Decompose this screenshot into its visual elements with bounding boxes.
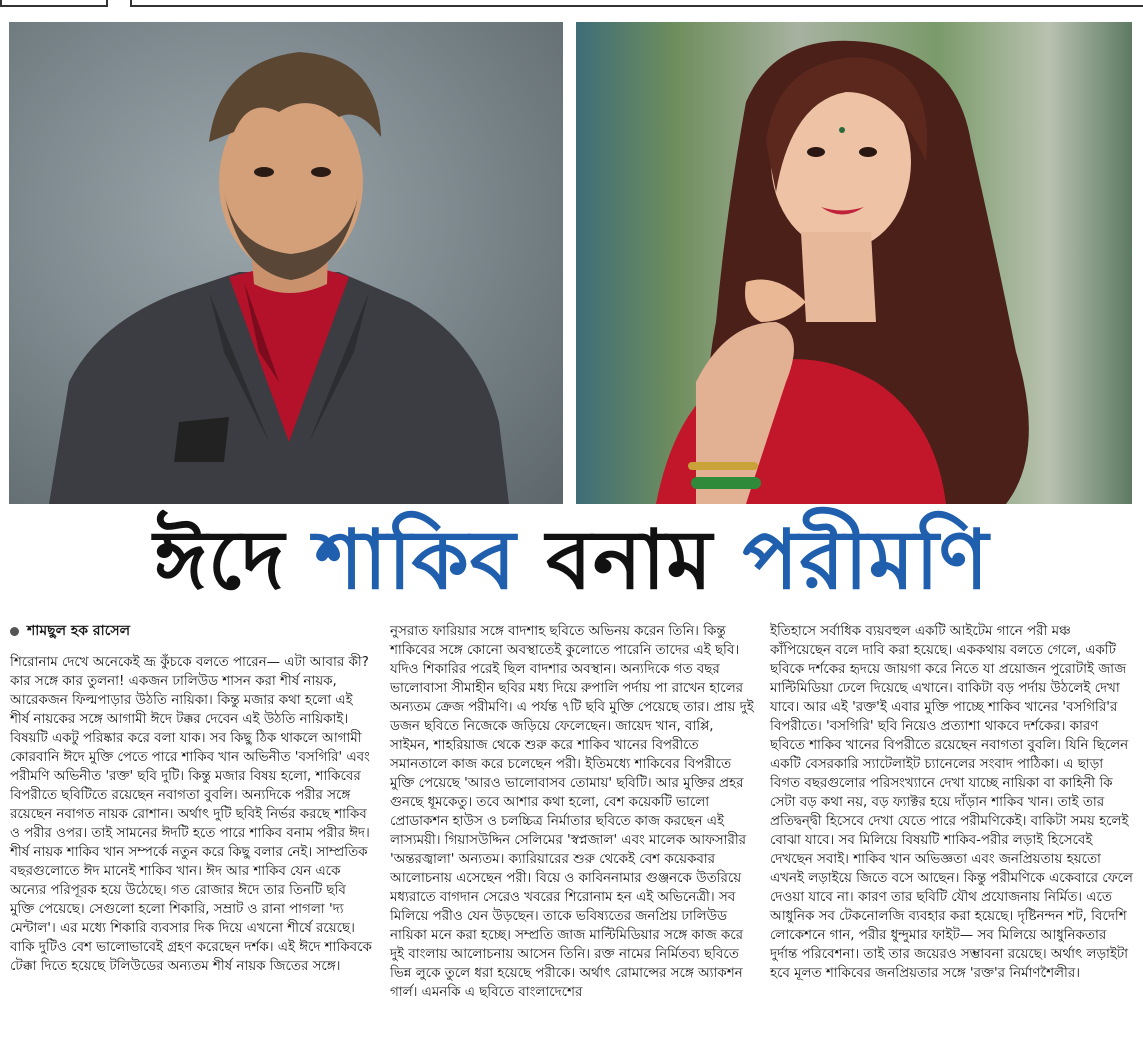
bullet-icon (10, 627, 19, 636)
photo-shakib (9, 22, 563, 504)
paragraph: নুসরাত ফারিয়ার সঙ্গে বাদশাহ ছবিতে অভিনয় করেন তিনি। কিন্তু শাকিবের সঙ্গে কোনো অবস্থাতেই কুলোতে পারেনি তাদের এই ছবি। যদিও শিকারির পরেই ছিল বাদশার অবস্থান। অন্যদিকে গত বছর ভালোবাসা সীমাহীন ছবির মধ্য দিয়ে রুপালি পর্দায় পা রাখেন হালের অন্যতম ক্রেজ পরীমণি। এ পর্যন্ত ৭টি ছবি মুক্তি পেয়েছে তার। প্রায় দুই ডজন ছবিতে নিজেকে জড়িয়ে ফেলেছেন। জায়েদ খান, বাপ্পি, সাইমন, শাহরিয়াজ থেকে শুরু করে শাকিব খানের বিপরীতে সমানতালে কাজ করে চলেছেন পরী। ইতিমধ্যে শাকিবের বিপরীতে মুক্তি পেয়েছে 'আরও ভালোবাসব তোমায়' ছবিটি। আর মুক্তির প্রহর গুনছে ধূমকেতু। তবে আশার কথা হলো, বেশ কয়েকটি ভালো প্রোডাকশন হাউস ও চলচ্চিত্র নির্মাতার ছবিতে কাজ করছেন এই লাস্যময়ী। গিয়াসউদ্দিন সেলিমের 'স্বপ্নজাল' এবং মালেক আফসারীর 'অন্তরজ্বালা' অন্যতম। ক্যারিয়ারের শুরু থেকেই বেশ কয়েকবার আলোচনায় এসেছেন পরী। বিয়ে ও কাবিননামার গুঞ্জনকে উতরিয়ে মধ্যরাতে বাগদান সেরেও খবরের শিরোনাম হন এই অভিনেত্রী। সব মিলিয়ে পরীও যেন উড়ছেন। তাকে ভবিষ্যতের জনপ্রিয় ঢালিউড নায়িকা মনে করা হচ্ছে। সম্প্রতি জাজ মাল্টিমিডিয়ার সঙ্গে কাজ করে দুই বাংলায় আলোচনায় আসেন তিনি। রক্ত নামের নির্মিতব্য ছবিতে ভিন্ন লুকে তুলে ধরা হয়েছে পরীকে। অর্থাৎ রোমান্সের সঙ্গে অ্যাকশন গার্ল। এমনকি এ ছবিতে বাংলাদেশের (390, 624, 754, 1000)
headline (0, 510, 1143, 610)
headline-part-3: বনাম (546, 512, 713, 608)
article-column-2 (390, 622, 754, 1002)
paragraph: শীর্ষ নায়ক শাকিব খান সম্পর্কে নতুন করে কিছু বলার নেই। সাম্প্রতিক বছরগুলোতে ঈদ মানেই শাকিব খান। ঈদ আর শাকিব যেন একে অন্যের পরিপূরক হয়ে উঠেছে। গত রোজার ঈদে তার তিনটি ছবি মুক্তি পেয়েছে। সেগুলো হলো শিকারি, সম্রাট ও রানা পাগলা 'দ্য মেন্টাল'। এর মধ্যে শিকারি ব্যবসার দিক দিয়ে এখনো শীর্ষে রয়েছে। বাকি দুটিও বেশ ভালোভাবেই গ্রহণ করেছেন দর্শক। এই ঈদে শাকিবকে টেক্কা দিতে হয়েছে টলিউডের অন্যতম শীর্ষ নায়ক জিতের সঙ্গে। (10, 845, 372, 974)
photo-porimoni-illustration (576, 22, 1132, 504)
paragraph: শিরোনাম দেখে অনেকেই ভ্রূ কুঁচকে বলতে পারেন— এটা আবার কী? কার সঙ্গে কার তুলনা! একজন ঢালিউড শাসন করা শীর্ষ নায়ক, আরেকজন ফিল্মপাড়ার উঠতি নায়িকা। কিন্তু মজার কথা হলো এই শীর্ষ নায়কের সঙ্গে আগামী ঈদে টক্কর দেবেন এই উঠতি নায়িকাই। (10, 655, 369, 727)
photo-porimoni (576, 22, 1132, 504)
byline-author: শামছুল হক রাসেল (27, 623, 130, 639)
article-column-3 (770, 622, 1134, 983)
headline-part-1: ঈদে (153, 512, 286, 608)
top-rule-left (0, 0, 108, 7)
article-column-1 (10, 622, 374, 976)
headline-part-2: শাকিব (314, 512, 517, 608)
headline-part-4: পরীমণি (742, 512, 990, 608)
top-rule-right (130, 0, 1143, 7)
paragraph: ইতিহাসে সর্বাধিক ব্যয়বহুল একটি আইটেম গানে পরী মঞ্চ কাঁপিয়েছেন বলে দাবি করা হয়েছে। এককথায় বলতে গেলে, একটি ছবিকে দর্শকের হৃদয়ে জায়গা করে নিতে যা প্রয়োজন পুরোটাই জাজ মাল্টিমিডিয়া ঢেলে দিয়েছে এখানে। বাকিটা বড় পর্দায় উঠলেই দেখা যাবে। আর এই 'রক্ত'ই এবার মুক্তি পাচ্ছে শাকিব খানের 'বসগিরি'র বিপরীতে। 'বসগিরি' ছবি নিয়েও প্রত্যাশা থাকবে দর্শকের। কারণ ছবিতে শাকিব খানের বিপরীতে রয়েছেন নবাগতা বুবলি। যিনি ছিলেন একটি বেসরকারি স্যাটেলাইট চ্যানেলের সংবাদ পাঠিকা। এ ছাড়া বিগত বছরগুলোর পরিসংখ্যানে দেখা যাচ্ছে নায়িকা বা কাহিনী কি সেটা বড় কথা নয়, বড় ফ্যাক্টর হয়ে দাঁড়ান শাকিব খান। তাই তার প্রতিদ্বন্দ্বী হিসেবে দেখা যেতে পারে পরীমণিকেই। বাকিটা সময় হলেই বোঝা যাবে। সব মিলিয়ে বিষয়টি শাকিব-পরীর লড়াই হিসেবেই দেখছেন সবাই। শাকিব খান অভিজ্ঞতা এবং জনপ্রিয়তায় হয়তো এখনই লড়াইয়ে জিতে বসে আছেন। কিন্তু পরীমণিকে একেবারে ফেলে দেওয়া যাবে না। কারণ তার ছবিটি যৌথ প্রযোজনায় নির্মিত। এতে আধুনিক সব টেকনোলজি ব্যবহার করা হয়েছে। দৃষ্টিনন্দন শট, বিদেশি লোকেশনে গান, পরীর ধুন্দুমার ফাইট— সব মিলিয়ে আধুনিকতার দুর্দান্ত পরিবেশনা। তাই তার জয়েরও সম্ভাবনা রয়েছে। অর্থাৎ লড়াইটা হবে মূলত শাকিবের জনপ্রিয়তার সঙ্গে 'রক্ত'র নির্মাণশৈলীর। (770, 624, 1133, 981)
paragraph: বিষয়টি একটু পরিষ্কার করে বলা যাক। সব কিছু ঠিক থাকলে আগামী কোরবানি ঈদে মুক্তি পেতে পারে শাকিব খান অভিনীত 'বসগিরি' এবং পরীমণি অভিনীত 'রক্ত' ছবি দুটি। কিন্তু মজার বিষয় হলো, শাকিবের বিপরীতে ছবিটিতে রয়েছেন নবাগতা বুবলি। অন্যদিকে পরীর সঙ্গে রয়েছেন নবাগত নায়ক রোশান। অর্থাৎ দুটি ছবিই নির্ভর করছে শাকিব ও পরীর ওপর। তাই সামনের ঈদটি হতে পারে শাকিব বনাম পরীর ঈদ। (10, 731, 370, 841)
byline (10, 622, 374, 641)
photo-shakib-illustration (9, 22, 563, 504)
page-top-rule (0, 0, 1143, 14)
